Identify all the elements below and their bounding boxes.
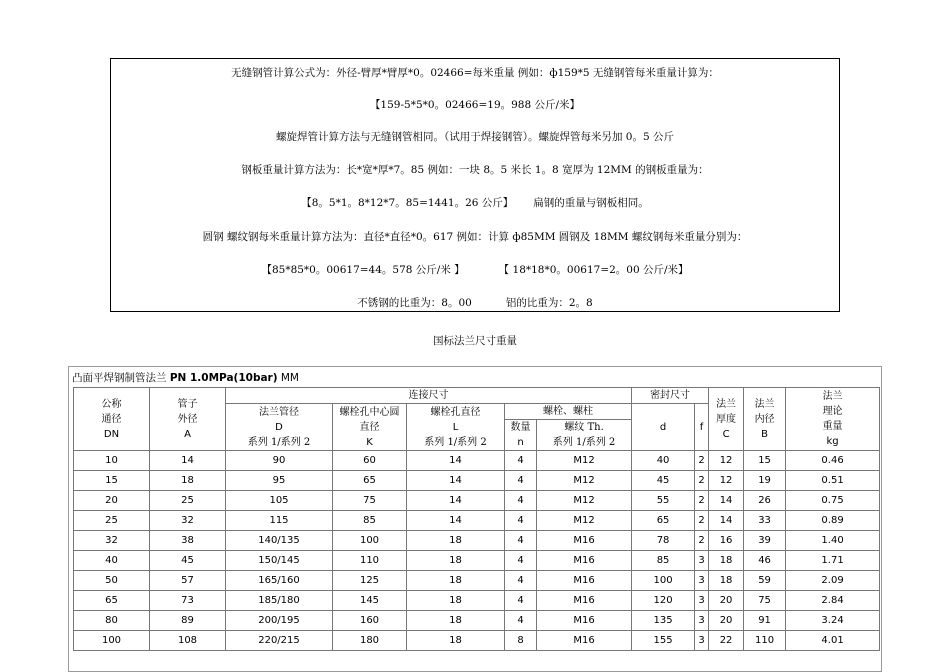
cell-weight: 3.24 <box>786 611 880 631</box>
header-l: 螺栓孔直径 L 系列 1/系列 2 <box>407 404 505 451</box>
cell-dn: 80 <box>74 611 150 631</box>
cell-seal-f: 2 <box>695 511 709 531</box>
cell-d: 95 <box>226 471 333 491</box>
cell-seal-d: 100 <box>632 571 695 591</box>
seamless-pipe-example: 【159-5*5*0。02466=19。988 公斤/米】 <box>369 99 581 111</box>
cell-th: M12 <box>537 451 632 471</box>
steel-plate-formula: 钢板重量计算方法为：长*宽*厚*7。85 例如：一块 8。5 米长 1。8 宽厚为 12MM 的钢板重量为： <box>241 164 709 176</box>
cell-seal-d: 78 <box>632 531 695 551</box>
cell-d: 185/180 <box>226 591 333 611</box>
aluminum-density: 铝的比重为：2。8 <box>505 297 593 309</box>
cell-c: 20 <box>709 611 744 631</box>
cell-c: 16 <box>709 531 744 551</box>
cell-n: 4 <box>505 491 537 511</box>
cell-d: 200/195 <box>226 611 333 631</box>
table-title-cn: 凸面平焊钢制管法兰 <box>72 372 167 384</box>
cell-n: 4 <box>505 471 537 491</box>
cell-l: 14 <box>407 511 505 531</box>
table-title <box>72 370 299 385</box>
cell-weight: 1.40 <box>786 531 880 551</box>
cell-seal-f: 3 <box>695 631 709 651</box>
cell-d: 150/145 <box>226 551 333 571</box>
cell-l: 18 <box>407 551 505 571</box>
header-n: 数量 n <box>505 420 537 451</box>
table-row <box>74 471 880 491</box>
table-caption: 国标法兰尺寸重量 <box>433 335 517 347</box>
cell-dn: 40 <box>74 551 150 571</box>
cell-d: 140/135 <box>226 531 333 551</box>
cell-weight: 1.71 <box>786 551 880 571</box>
header-weight: 法兰 理论 重量 kg <box>786 388 880 451</box>
cell-d: 165/160 <box>226 571 333 591</box>
cell-th: M12 <box>537 491 632 511</box>
cell-th: M12 <box>537 471 632 491</box>
cell-k: 110 <box>333 551 407 571</box>
cell-dn: 25 <box>74 511 150 531</box>
cell-seal-f: 3 <box>695 611 709 631</box>
seamless-pipe-formula: 无缝钢管计算公式为：外径-臂厚*臂厚*0。02466=每米重量 例如：ф159*5 无缝钢管每米重量计算为： <box>231 67 719 79</box>
cell-th: M16 <box>537 571 632 591</box>
cell-l: 18 <box>407 611 505 631</box>
header-d: 法兰管径 D 系列 1/系列 2 <box>226 404 333 451</box>
cell-weight: 4.01 <box>786 631 880 651</box>
header-seal-d: d <box>632 404 695 451</box>
cell-n: 4 <box>505 511 537 531</box>
cell-c: 18 <box>709 551 744 571</box>
round-steel-formula: 圆钢 螺纹钢每米重量计算方法为：直径*直径*0。617 例如：计算 ф85MM 圆钢及 18MM 螺纹钢每米重量分别为： <box>202 231 748 243</box>
table-row <box>74 571 880 591</box>
cell-b: 15 <box>744 451 786 471</box>
cell-dn: 15 <box>74 471 150 491</box>
cell-l: 18 <box>407 591 505 611</box>
cell-seal-f: 2 <box>695 491 709 511</box>
cell-k: 160 <box>333 611 407 631</box>
cell-b: 91 <box>744 611 786 631</box>
formula-box <box>110 58 840 312</box>
cell-seal-d: 40 <box>632 451 695 471</box>
cell-dn: 32 <box>74 531 150 551</box>
cell-seal-d: 55 <box>632 491 695 511</box>
header-connect: 连接尺寸 <box>226 388 632 404</box>
cell-d: 90 <box>226 451 333 471</box>
cell-b: 26 <box>744 491 786 511</box>
header-seal-f: f <box>695 404 709 451</box>
spiral-pipe-note: 螺旋焊管计算方法与无缝钢管相同。（试用于焊接钢管）。螺旋焊管每米另加 0。5 公斤 <box>275 131 675 143</box>
flange-table <box>73 387 880 651</box>
header-bolt: 螺栓、螺柱 <box>505 404 632 420</box>
cell-d: 105 <box>226 491 333 511</box>
table-body <box>74 451 880 651</box>
cell-weight: 0.89 <box>786 511 880 531</box>
cell-b: 33 <box>744 511 786 531</box>
cell-seal-f: 2 <box>695 531 709 551</box>
table-row <box>74 591 880 611</box>
stainless-density: 不锈钢的比重为：8。00 <box>357 297 472 309</box>
cell-b: 59 <box>744 571 786 591</box>
cell-seal-f: 3 <box>695 551 709 571</box>
cell-l: 18 <box>407 531 505 551</box>
cell-b: 75 <box>744 591 786 611</box>
cell-k: 85 <box>333 511 407 531</box>
table-row <box>74 611 880 631</box>
cell-a: 57 <box>150 571 226 591</box>
cell-dn: 50 <box>74 571 150 591</box>
flat-steel-note: 扁钢的重量与钢板相同。 <box>533 197 649 209</box>
header-dn: 公称 通径 DN <box>74 388 150 451</box>
cell-seal-d: 155 <box>632 631 695 651</box>
cell-th: M12 <box>537 511 632 531</box>
cell-dn: 100 <box>74 631 150 651</box>
cell-seal-f: 2 <box>695 471 709 491</box>
flange-table-panel <box>68 366 882 672</box>
cell-weight: 0.46 <box>786 451 880 471</box>
cell-a: 25 <box>150 491 226 511</box>
cell-seal-d: 120 <box>632 591 695 611</box>
steel-plate-example-line <box>111 195 839 210</box>
cell-dn: 10 <box>74 451 150 471</box>
cell-k: 65 <box>333 471 407 491</box>
header-a: 管子 外径 A <box>150 388 226 451</box>
cell-n: 8 <box>505 631 537 651</box>
cell-l: 18 <box>407 571 505 591</box>
cell-seal-f: 2 <box>695 451 709 471</box>
cell-th: M16 <box>537 531 632 551</box>
cell-a: 32 <box>150 511 226 531</box>
cell-l: 14 <box>407 491 505 511</box>
cell-a: 73 <box>150 591 226 611</box>
cell-a: 108 <box>150 631 226 651</box>
cell-dn: 20 <box>74 491 150 511</box>
cell-d: 220/215 <box>226 631 333 651</box>
cell-k: 145 <box>333 591 407 611</box>
header-k: 螺栓孔中心圆 直径 K <box>333 404 407 451</box>
cell-l: 14 <box>407 471 505 491</box>
cell-l: 18 <box>407 631 505 651</box>
table-row <box>74 551 880 571</box>
cell-c: 14 <box>709 491 744 511</box>
cell-seal-f: 3 <box>695 591 709 611</box>
rebar-example: 【 18*18*0。00617=2。00 公斤/米】 <box>498 264 689 276</box>
table-row <box>74 451 880 471</box>
cell-weight: 0.75 <box>786 491 880 511</box>
cell-l: 14 <box>407 451 505 471</box>
cell-th: M16 <box>537 591 632 611</box>
cell-seal-d: 65 <box>632 511 695 531</box>
cell-n: 4 <box>505 551 537 571</box>
cell-seal-d: 85 <box>632 551 695 571</box>
cell-n: 4 <box>505 591 537 611</box>
cell-b: 39 <box>744 531 786 551</box>
table-title-pn: PN 1.0MPa(10bar) <box>169 372 278 384</box>
cell-c: 12 <box>709 471 744 491</box>
cell-n: 4 <box>505 531 537 551</box>
table-title-unit: MM <box>280 372 299 384</box>
table-row <box>74 491 880 511</box>
cell-c: 20 <box>709 591 744 611</box>
cell-d: 115 <box>226 511 333 531</box>
table-row <box>74 631 880 651</box>
cell-c: 14 <box>709 511 744 531</box>
cell-a: 45 <box>150 551 226 571</box>
cell-weight: 2.09 <box>786 571 880 591</box>
cell-k: 75 <box>333 491 407 511</box>
header-b: 法兰 内径 B <box>744 388 786 451</box>
cell-k: 100 <box>333 531 407 551</box>
cell-c: 18 <box>709 571 744 591</box>
cell-b: 110 <box>744 631 786 651</box>
cell-a: 89 <box>150 611 226 631</box>
cell-weight: 0.51 <box>786 471 880 491</box>
cell-a: 14 <box>150 451 226 471</box>
cell-th: M16 <box>537 631 632 651</box>
cell-dn: 65 <box>74 591 150 611</box>
cell-a: 38 <box>150 531 226 551</box>
steel-plate-example: 【8。5*1。8*12*7。85=1441。26 公斤】 <box>301 197 514 209</box>
cell-n: 4 <box>505 571 537 591</box>
cell-seal-f: 3 <box>695 571 709 591</box>
cell-c: 22 <box>709 631 744 651</box>
cell-b: 46 <box>744 551 786 571</box>
cell-th: M16 <box>537 611 632 631</box>
table-row <box>74 531 880 551</box>
cell-k: 180 <box>333 631 407 651</box>
cell-a: 18 <box>150 471 226 491</box>
cell-b: 19 <box>744 471 786 491</box>
header-seal: 密封尺寸 <box>632 388 709 404</box>
table-row <box>74 511 880 531</box>
cell-n: 4 <box>505 451 537 471</box>
cell-seal-d: 45 <box>632 471 695 491</box>
cell-c: 12 <box>709 451 744 471</box>
round-steel-example: 【85*85*0。00617=44。578 公斤/米 】 <box>261 264 465 276</box>
header-c: 法兰 厚度 C <box>709 388 744 451</box>
cell-th: M16 <box>537 551 632 571</box>
cell-seal-d: 135 <box>632 611 695 631</box>
cell-k: 125 <box>333 571 407 591</box>
cell-n: 4 <box>505 611 537 631</box>
cell-k: 60 <box>333 451 407 471</box>
cell-weight: 2.84 <box>786 591 880 611</box>
density-line <box>111 295 839 310</box>
round-steel-example-line <box>111 262 839 277</box>
header-th: 螺纹 Th. 系列 1/系列 2 <box>537 420 632 451</box>
